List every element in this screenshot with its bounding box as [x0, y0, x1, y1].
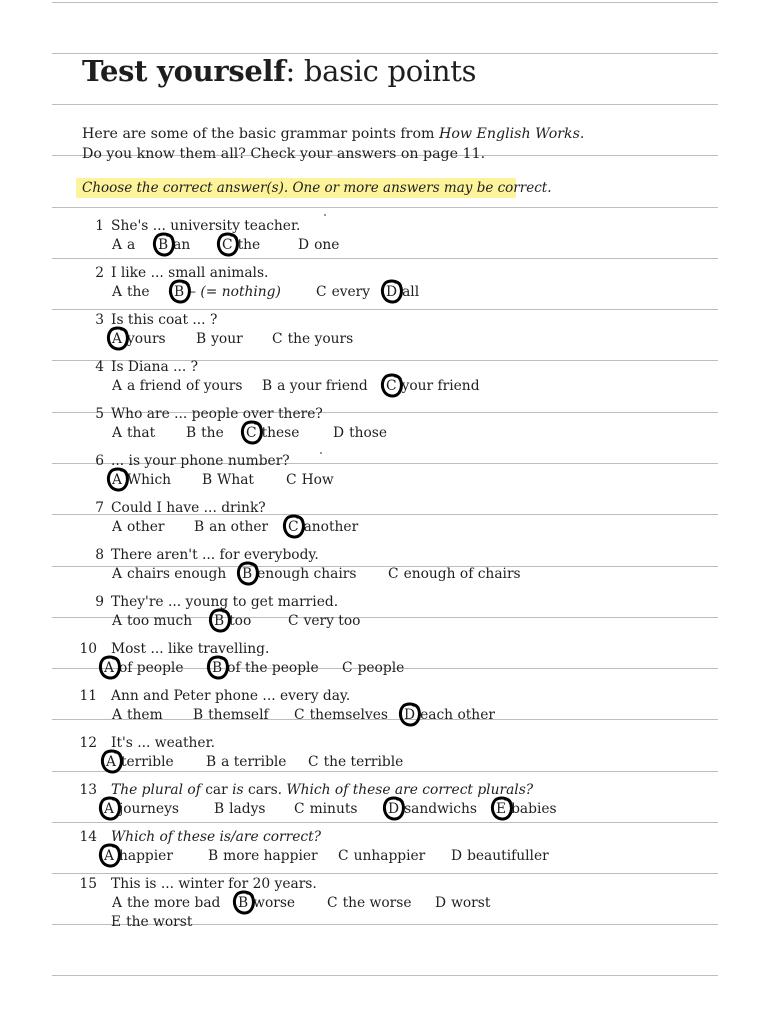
- option-text: a: [126, 237, 136, 253]
- answer-option[interactable]: [112, 378, 242, 394]
- intro-book-title: How English Works: [438, 126, 580, 142]
- answer-option[interactable]: [298, 237, 339, 253]
- answer-option[interactable]: [202, 472, 254, 488]
- option-text: a your friend: [277, 378, 368, 394]
- option-letter: A: [112, 895, 122, 911]
- option-letter: A: [104, 660, 114, 676]
- page-title-rest: : basic points: [285, 54, 477, 88]
- option-text: more happier: [223, 848, 318, 864]
- question-text: There aren't ... for everybody.: [111, 547, 319, 563]
- option-text: each other: [420, 707, 495, 723]
- option-text: yours: [126, 331, 166, 347]
- option-letter: C: [288, 519, 299, 535]
- option-text: too: [229, 613, 252, 629]
- pen-circle-mark: [95, 795, 125, 827]
- option-letter: A: [112, 378, 122, 394]
- answer-option[interactable]: [286, 472, 334, 488]
- page-title-bold: Test yourself: [82, 54, 286, 88]
- answer-option[interactable]: [338, 848, 425, 864]
- option-letter: A: [104, 848, 114, 864]
- option-text: worse: [253, 895, 296, 911]
- pen-circle-mark: [165, 278, 195, 310]
- option-letter: B: [214, 801, 225, 817]
- option-letter: B: [214, 613, 225, 629]
- option-text: the terrible: [323, 754, 404, 770]
- answer-option[interactable]: [112, 237, 135, 253]
- question-number: 2: [95, 265, 104, 281]
- option-letter: B: [262, 378, 273, 394]
- answer-option[interactable]: [112, 895, 220, 911]
- rule-line: [52, 873, 718, 874]
- option-letter: A: [112, 613, 122, 629]
- question-number: 6: [95, 453, 104, 469]
- option-text: your: [211, 331, 243, 347]
- option-text: the worst: [126, 914, 193, 930]
- option-letter: C: [288, 613, 299, 629]
- option-text: that: [126, 425, 156, 441]
- answer-option[interactable]: [112, 613, 192, 629]
- option-letter: C: [286, 472, 297, 488]
- pen-circle-mark: [97, 748, 127, 780]
- question-number: 13: [79, 782, 97, 798]
- question-text: Could I have ... drink?: [111, 500, 266, 516]
- option-text: the: [126, 284, 150, 300]
- option-text: these: [261, 425, 300, 441]
- answer-option[interactable]: [272, 331, 353, 347]
- intro-paragraph: [82, 124, 602, 164]
- option-text: them: [126, 707, 163, 723]
- option-letter: B: [206, 754, 217, 770]
- option-text: enough chairs: [257, 566, 357, 582]
- option-letter: C: [294, 801, 305, 817]
- option-text: a terrible: [221, 754, 287, 770]
- answer-option[interactable]: [206, 754, 286, 770]
- answer-option[interactable]: [333, 425, 387, 441]
- option-letter: D: [388, 801, 400, 817]
- pen-circle-mark: [233, 560, 263, 592]
- answer-option[interactable]: [435, 895, 490, 911]
- option-text: those: [349, 425, 388, 441]
- option-text: enough of chairs: [403, 566, 521, 582]
- intro-text-1: Here are some of the basic grammar points from: [82, 126, 439, 142]
- option-letter: B: [193, 707, 204, 723]
- option-text: very too: [303, 613, 361, 629]
- answer-option[interactable]: [388, 566, 521, 582]
- question-number: 9: [95, 594, 104, 610]
- question-text: Most ... like travelling.: [111, 641, 270, 657]
- intro-text-2: . Do you know them all? Check your answers on page 11.: [82, 126, 585, 162]
- answer-option[interactable]: [208, 848, 318, 864]
- pen-circle-mark: [279, 513, 309, 545]
- question-text: Is Diana ... ?: [111, 359, 199, 375]
- question-text: This is ... winter for 20 years.: [111, 876, 317, 892]
- option-letter: C: [388, 566, 399, 582]
- option-text: beautifuller: [467, 848, 549, 864]
- option-letter: B: [212, 660, 223, 676]
- rule-line: [52, 2, 718, 3]
- option-letter: A: [112, 331, 122, 347]
- option-text: unhappier: [353, 848, 426, 864]
- question-text-part: . Which of these are correct plurals?: [277, 782, 534, 798]
- option-text: other: [126, 519, 165, 535]
- answer-option[interactable]: [288, 613, 360, 629]
- pen-circle-mark: [103, 466, 133, 498]
- question-text: They're ... young to get married.: [111, 594, 339, 610]
- rule-line: [52, 207, 718, 208]
- question-number: 7: [95, 500, 104, 516]
- option-letter: A: [112, 472, 122, 488]
- question-number: 15: [79, 876, 97, 892]
- option-text: minuts: [309, 801, 358, 817]
- option-letter: C: [294, 707, 305, 723]
- question-text-part: cars: [248, 782, 278, 798]
- option-text: themselves: [309, 707, 388, 723]
- question-number: 3: [95, 312, 104, 328]
- option-text: ladys: [229, 801, 266, 817]
- question-number: 8: [95, 547, 104, 563]
- option-letter: A: [112, 284, 122, 300]
- scan-speck: [324, 214, 326, 216]
- option-text: the: [237, 237, 261, 253]
- option-letter: E: [496, 801, 507, 817]
- option-letter: C: [316, 284, 327, 300]
- option-letter: D: [386, 284, 398, 300]
- option-letter: A: [112, 425, 122, 441]
- question-number: 10: [79, 641, 97, 657]
- question-text: Ann and Peter phone ... every day.: [111, 688, 351, 704]
- option-text: themself: [208, 707, 269, 723]
- question-text-part: is: [227, 782, 249, 798]
- question-text: [111, 782, 533, 798]
- pen-circle-mark: [377, 278, 407, 310]
- option-text: people: [357, 660, 405, 676]
- option-text: terrible: [120, 754, 174, 770]
- instruction-text: Choose the correct answer(s). One or more answers may be correct.: [82, 180, 552, 196]
- answer-option[interactable]: [196, 331, 243, 347]
- option-letter: A: [112, 519, 122, 535]
- pen-circle-mark: [377, 372, 407, 404]
- option-letter: C: [222, 237, 233, 253]
- option-text: the worse: [342, 895, 412, 911]
- option-letter: B: [196, 331, 207, 347]
- option-letter: B: [202, 472, 213, 488]
- option-text: the yours: [287, 331, 354, 347]
- question-text: She's ... university teacher.: [111, 218, 301, 234]
- option-text: your friend: [401, 378, 480, 394]
- question-number: 5: [95, 406, 104, 422]
- question-number: 4: [95, 359, 104, 375]
- option-letter: B: [242, 566, 253, 582]
- option-letter: B: [186, 425, 197, 441]
- page-title: [82, 54, 476, 88]
- answer-option[interactable]: [194, 519, 268, 535]
- option-letter: A: [112, 237, 122, 253]
- option-letter: B: [208, 848, 219, 864]
- pen-circle-mark: [95, 842, 125, 874]
- question-number: 11: [79, 688, 97, 704]
- pen-circle-mark: [213, 231, 243, 263]
- pen-circle-mark: [149, 231, 179, 263]
- option-text: every: [331, 284, 371, 300]
- answer-option[interactable]: [193, 707, 269, 723]
- option-letter: D: [298, 237, 310, 253]
- option-text: one: [314, 237, 340, 253]
- question-text: Who are ... people over there?: [111, 406, 323, 422]
- option-letter: A: [112, 566, 122, 582]
- answer-option[interactable]: [112, 707, 163, 723]
- option-letter: C: [327, 895, 338, 911]
- answer-option[interactable]: [294, 707, 388, 723]
- question-text-part: car: [205, 782, 228, 798]
- option-text: too much: [126, 613, 193, 629]
- option-text: sandwichs: [404, 801, 478, 817]
- option-letter: C: [308, 754, 319, 770]
- answer-option[interactable]: [294, 801, 357, 817]
- rule-line: [52, 104, 718, 105]
- question-number: 12: [79, 735, 97, 751]
- question-number: 1: [95, 218, 104, 234]
- option-text: Which: [126, 472, 172, 488]
- answer-option[interactable]: [112, 519, 164, 535]
- answer-option[interactable]: [186, 425, 224, 441]
- option-text: of people: [118, 660, 184, 676]
- option-letter: E: [111, 914, 122, 930]
- option-text: an: [173, 237, 191, 253]
- option-letter: A: [112, 707, 122, 723]
- option-text: a friend of yours: [126, 378, 243, 394]
- option-letter: C: [272, 331, 283, 347]
- pen-circle-mark: [203, 654, 233, 686]
- option-letter: B: [194, 519, 205, 535]
- answer-option[interactable]: [112, 425, 155, 441]
- option-letter: A: [104, 801, 114, 817]
- question-text: I like ... small animals.: [111, 265, 269, 281]
- option-letter: B: [174, 284, 185, 300]
- option-letter: D: [451, 848, 463, 864]
- option-text: the more bad: [126, 895, 221, 911]
- answer-option[interactable]: [262, 378, 368, 394]
- option-letter: D: [435, 895, 447, 911]
- option-text: another: [303, 519, 359, 535]
- pen-circle-mark: [395, 701, 425, 733]
- option-letter: D: [404, 707, 416, 723]
- answer-option[interactable]: [112, 284, 150, 300]
- option-letter: B: [238, 895, 249, 911]
- question-text: Which of these is/are correct?: [111, 829, 322, 845]
- option-text: happier: [118, 848, 173, 864]
- question-text: Is this coat ... ?: [111, 312, 218, 328]
- option-text: an other: [209, 519, 269, 535]
- option-letter: C: [386, 378, 397, 394]
- option-text: – (= nothing): [189, 284, 281, 300]
- option-text: chairs enough: [126, 566, 227, 582]
- answer-option[interactable]: [316, 284, 370, 300]
- option-text: How: [301, 472, 334, 488]
- answer-option[interactable]: [112, 566, 226, 582]
- question-text: ... is your phone number?: [111, 453, 290, 469]
- pen-circle-mark: [379, 795, 409, 827]
- option-letter: C: [342, 660, 353, 676]
- answer-option[interactable]: [342, 660, 404, 676]
- rule-line: [52, 975, 718, 976]
- pen-circle-mark: [95, 654, 125, 686]
- option-text: of the people: [227, 660, 319, 676]
- option-text: babies: [511, 801, 557, 817]
- pen-circle-mark: [205, 607, 235, 639]
- option-letter: B: [158, 237, 169, 253]
- scan-speck: [320, 452, 322, 454]
- option-letter: C: [246, 425, 257, 441]
- answer-option[interactable]: [327, 895, 412, 911]
- answer-option[interactable]: [214, 801, 266, 817]
- option-text: worst: [451, 895, 491, 911]
- answer-option[interactable]: [308, 754, 403, 770]
- option-letter: A: [106, 754, 116, 770]
- question-text: It's ... weather.: [111, 735, 216, 751]
- question-text-part: The plural of: [111, 782, 206, 798]
- pen-circle-mark: [487, 795, 517, 827]
- rule-line: [52, 771, 718, 772]
- pen-circle-mark: [103, 325, 133, 357]
- pen-circle-mark: [237, 419, 267, 451]
- option-text: all: [402, 284, 420, 300]
- answer-option[interactable]: [451, 848, 549, 864]
- option-text: journeys: [118, 801, 179, 817]
- option-text: What: [217, 472, 254, 488]
- pen-circle-mark: [229, 889, 259, 921]
- option-letter: D: [333, 425, 345, 441]
- instruction-block: [76, 178, 552, 196]
- option-letter: C: [338, 848, 349, 864]
- answer-option[interactable]: [111, 914, 192, 930]
- option-text: the: [201, 425, 224, 441]
- question-number: 14: [79, 829, 97, 845]
